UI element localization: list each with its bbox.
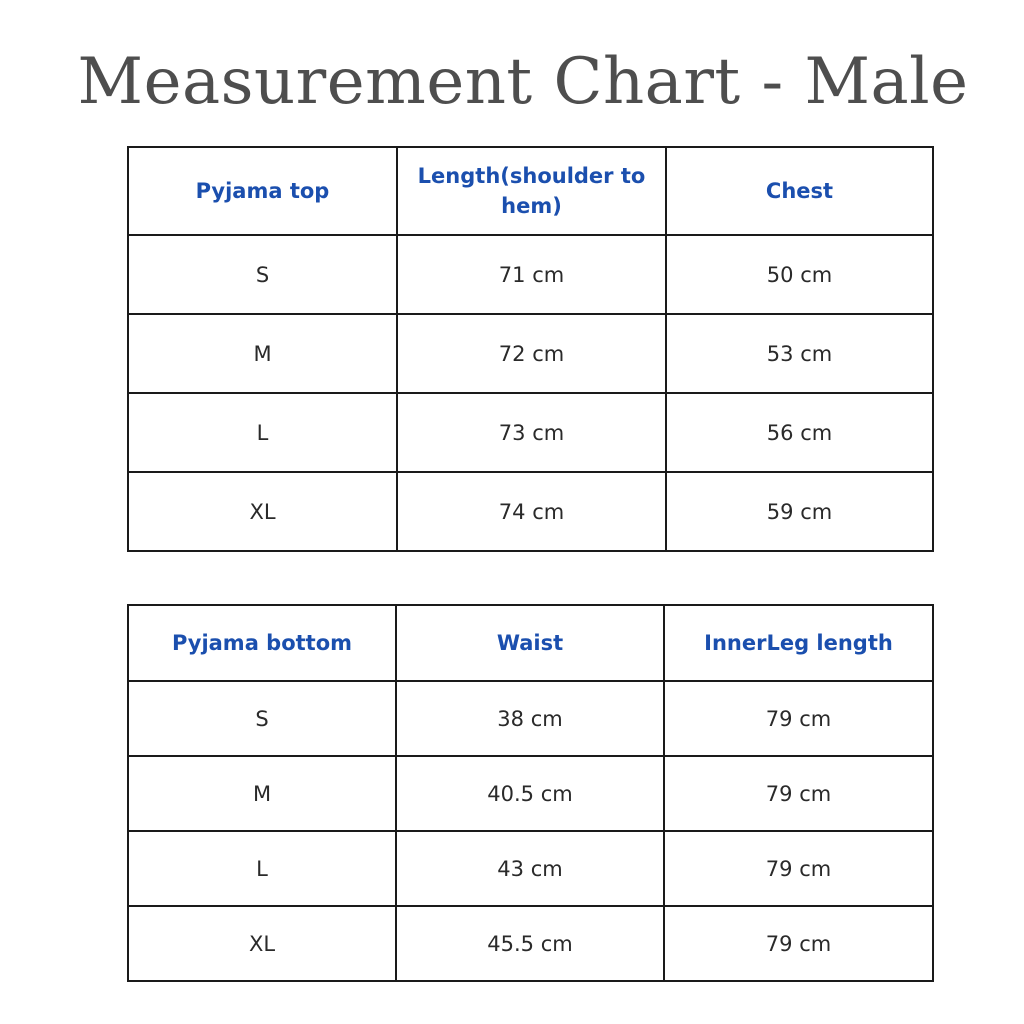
table-row: [128, 393, 933, 472]
innerleg-cell: 79 cm: [664, 906, 933, 981]
waist-cell: 40.5 cm: [396, 756, 664, 831]
size-cell: XL: [128, 472, 397, 551]
chest-cell: 59 cm: [666, 472, 933, 551]
size-cell: S: [128, 235, 397, 314]
table-row: [128, 314, 933, 393]
length-cell: 71 cm: [397, 235, 666, 314]
size-cell: M: [128, 314, 397, 393]
table-row: [128, 906, 933, 981]
chest-cell: 50 cm: [666, 235, 933, 314]
length-cell: 73 cm: [397, 393, 666, 472]
waist-cell: 38 cm: [396, 681, 664, 756]
innerleg-cell: 79 cm: [664, 831, 933, 906]
chest-cell: 53 cm: [666, 314, 933, 393]
table-header-row: [128, 605, 933, 681]
waist-cell: 45.5 cm: [396, 906, 664, 981]
table-row: [128, 831, 933, 906]
length-cell: 74 cm: [397, 472, 666, 551]
column-header-length: Length(shoulder to hem): [397, 147, 666, 235]
pyjama-bottom-size-table: [127, 604, 934, 982]
column-header-pyjama-top: Pyjama top: [128, 147, 397, 235]
size-cell: L: [128, 393, 397, 472]
table-row: [128, 756, 933, 831]
waist-cell: 43 cm: [396, 831, 664, 906]
innerleg-cell: 79 cm: [664, 681, 933, 756]
chest-cell: 56 cm: [666, 393, 933, 472]
table-row: [128, 472, 933, 551]
column-header-waist: Waist: [396, 605, 664, 681]
page-title: Measurement Chart - Male: [77, 45, 969, 119]
innerleg-cell: 79 cm: [664, 756, 933, 831]
pyjama-top-size-table: [127, 146, 934, 552]
column-header-pyjama-bottom: Pyjama bottom: [128, 605, 396, 681]
column-header-innerleg-length: InnerLeg length: [664, 605, 933, 681]
size-cell: M: [128, 756, 396, 831]
length-cell: 72 cm: [397, 314, 666, 393]
size-cell: XL: [128, 906, 396, 981]
size-cell: S: [128, 681, 396, 756]
table-row: [128, 681, 933, 756]
column-header-chest: Chest: [666, 147, 933, 235]
table-row: [128, 235, 933, 314]
table-header-row: [128, 147, 933, 235]
size-cell: L: [128, 831, 396, 906]
